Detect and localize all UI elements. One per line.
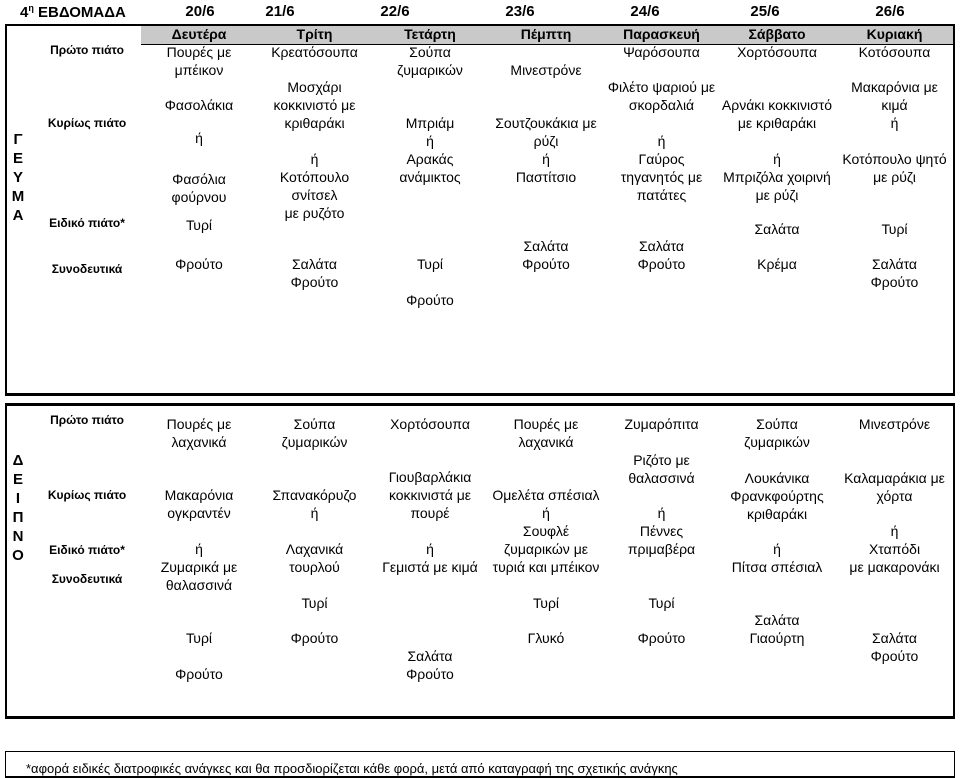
lunch-day4-side-0: Σαλάτα: [638, 238, 685, 254]
week-title: [20, 3, 126, 21]
dinner-bottom-border: [5, 716, 955, 719]
dinner-day5-side-0: Γιαούρτη: [749, 630, 805, 646]
lunch-day0-main-0: Φασολάκια: [164, 97, 234, 113]
lunch-day4-main-1: σκορδαλιά: [628, 97, 695, 113]
dinner-title-letter-1: Ε: [12, 471, 23, 488]
lunch-day0-main-3: φούρνου: [171, 189, 227, 205]
lunch-day1-main-1: κοκκινιστό με: [273, 97, 356, 113]
lunch-day0-main-2: Φασόλια: [172, 171, 226, 187]
week-number: 4: [20, 4, 29, 21]
date-6: 26/6: [875, 3, 905, 20]
dinner-day0-first-1: λαχανικά: [171, 434, 227, 450]
lunch-day2-main-0: Μπριάμ: [405, 115, 455, 131]
dinner-day1-main-0: Σπανακόρυζο: [272, 487, 357, 503]
lunch-day3-main-1: ρύζι: [533, 133, 559, 149]
dinner-day6-main-3: Χταπόδι: [868, 541, 921, 557]
lunch-day0-side-0: Φρούτο: [175, 256, 223, 272]
dinner-day2-main-0: Γιουβαρλάκια: [388, 469, 472, 485]
lunch-title-letter-1: Ε: [12, 150, 23, 167]
dinner-day4-main-0: Ριζότο με: [633, 452, 690, 468]
dinner-day4-main-2: ή: [657, 505, 666, 521]
lunch-day3-main-3: Παστίτσιο: [515, 169, 577, 185]
lunch-day6-first-0: Κοτόσουπα: [858, 44, 931, 60]
lunch-day2-main-2: Αρακάς: [406, 151, 454, 167]
dinner-day1-first-1: ζυμαρικών: [281, 434, 348, 450]
dinner-title-letter-2: Ι: [15, 490, 21, 507]
lunch-day6-main-2: ή: [890, 115, 899, 131]
dinner-day1-main-2: Λαχανικά: [285, 541, 344, 557]
lunch-day0-main-4: Τυρί: [185, 217, 213, 233]
dinner-section-title: [8, 451, 28, 565]
dinner-day0-main-2: ή: [195, 541, 203, 557]
dinner-day6-main-4: με μακαρονάκι: [849, 559, 940, 575]
lunch-day0-first-0: Πουρές με: [166, 44, 232, 60]
lunch-title-letter-3: Μ: [11, 188, 25, 205]
lunch-day2-first-0: Σούπα: [409, 44, 451, 60]
dinner-day5-first-0: Σούπα: [756, 416, 798, 432]
dinner-day2-side-0: Σαλάτα: [407, 648, 453, 664]
lunch-day5-side-0: Κρέμα: [757, 256, 797, 272]
dinner-day6-main-1: χόρτα: [876, 488, 913, 504]
lunch-day6-main-3: Κοτόπουλο ψητό: [842, 151, 947, 167]
dinner-day5-first-1: ζυμαρικών: [744, 434, 810, 450]
dinner-title-letter-4: Ν: [12, 528, 24, 545]
lunch-day0-first-1: μπέικον: [174, 62, 224, 78]
dinner-day0-main-3: Ζυμαρικά με: [160, 559, 238, 575]
dinner-day1-first-0: Σούπα: [293, 416, 336, 432]
dinner-day2-main-1: κοκκινιστά με: [388, 487, 472, 503]
lunch-day5-main-2: ή: [773, 151, 781, 167]
lunch-label-side: Συνοδευτικά: [51, 262, 123, 276]
day-header-3: Πέμπτη: [520, 26, 572, 42]
date-3: 23/6: [505, 3, 535, 20]
lunch-label-special: Ειδικό πιάτο*: [49, 216, 125, 230]
lunch-day4-main-4: τηγανητός με: [620, 169, 703, 185]
lunch-day5-main-3: Μπριζόλα χοιρινή: [723, 169, 831, 185]
dinner-day3-main-5: Τυρί: [532, 595, 560, 611]
lunch-day3-first-0: Μινεστρόνε: [510, 62, 582, 78]
lunch-day5-main-4: με ρύζι: [755, 187, 799, 203]
dinner-day3-main-3: ζυμαρικών με: [503, 541, 589, 557]
lunch-day2-side-0: Τυρί: [416, 256, 444, 272]
lunch-day5-first-0: Χορτόσουπα: [737, 44, 817, 60]
week-number-suffix: η: [28, 3, 34, 13]
dinner-day2-main-2: πουρέ: [410, 505, 450, 521]
lunch-day1-main-0: Μοσχάρι: [287, 79, 342, 95]
dinner-day6-main-2: ή: [890, 523, 899, 539]
day-header-1: Τρίτη: [296, 26, 333, 42]
lunch-day6-main-0: Μακαρόνια με: [851, 79, 938, 95]
dinner-day1-main-1: ή: [310, 505, 319, 521]
lunch-day3-main-2: ή: [542, 151, 550, 167]
dinner-day4-side-0: Φρούτο: [637, 630, 686, 646]
lunch-day2-side-1: Φρούτο: [406, 292, 454, 308]
lunch-day1-main-2: κριθαράκι: [284, 115, 345, 131]
lunch-day1-main-5: σνίτσελ: [291, 187, 338, 203]
lunch-day1-side-0: Σαλάτα: [291, 256, 338, 272]
lunch-section-title: [8, 130, 28, 225]
lunch-day1-main-3: ή: [310, 151, 319, 167]
lunch-day5-main-5: Σαλάτα: [754, 221, 800, 237]
dinner-day3-first-0: Πουρές με: [513, 416, 579, 432]
lunch-day2-main-1: ή: [426, 133, 434, 149]
dinner-label-side: Συνοδευτικά: [51, 572, 123, 586]
footnote: *αφορά ειδικές διατροφικές ανάγκες και θα προσδιορίζεται κάθε φορά, μετά από καταγραφή της σχετικής ανάγκης: [26, 761, 678, 776]
lunch-day6-side-0: Σαλάτα: [871, 256, 918, 272]
dinner-day5-main-0: Λουκάνικα: [744, 470, 810, 486]
lunch-day3-side-1: Φρούτο: [522, 256, 570, 272]
lunch-day4-main-0: Φιλέτο ψαριού με: [607, 79, 716, 95]
dinner-day0-main-0: Μακαρόνια: [164, 487, 234, 503]
dinner-top-border: [5, 403, 955, 406]
lunch-day1-main-6: με ρυζότο: [284, 205, 345, 221]
lunch-day2-first-1: ζυμαρικών: [397, 62, 463, 78]
lunch-day4-main-2: ή: [657, 133, 666, 149]
lunch-day6-main-4: με ρύζι: [873, 169, 916, 185]
dinner-day5-main-5: Σαλάτα: [754, 612, 800, 628]
footnote-right-border: [954, 751, 955, 778]
dinner-label-special: Ειδικό πιάτο*: [49, 543, 125, 557]
dinner-day5-main-3: ή: [773, 541, 781, 557]
lunch-label-first: Πρώτο πιάτο: [50, 43, 124, 57]
day-header-0: Δευτέρα: [171, 26, 227, 42]
lunch-day6-main-1: κιμά: [881, 97, 908, 113]
lunch-label-main: Κυρίως πιάτο: [47, 116, 127, 130]
lunch-top-border: [5, 24, 955, 26]
dinner-day6-main-0: Καλαμαράκια με: [844, 470, 945, 486]
day-header-6: Κυριακή: [866, 26, 923, 42]
day-header-5: Σάββατο: [748, 26, 806, 42]
dinner-day4-first-0: Ζυμαρόπιτα: [624, 416, 699, 432]
dinner-day3-first-1: λαχανικά: [518, 434, 574, 450]
dinner-day6-side-1: Φρούτο: [870, 648, 919, 664]
lunch-day5-main-0: Αρνάκι κοκκινιστό: [721, 97, 833, 113]
lunch-day6-side-1: Φρούτο: [870, 274, 919, 290]
date-4: 24/6: [630, 3, 660, 20]
date-1: 21/6: [265, 3, 295, 20]
lunch-day1-first-0: Κρεατόσουπα: [271, 44, 358, 60]
dinner-day2-side-1: Φρούτο: [406, 666, 454, 682]
week-label: ΕΒΔΟΜΑΔΑ: [38, 4, 126, 21]
dinner-label-first: Πρώτο πιάτο: [50, 413, 124, 427]
lunch-title-letter-2: Υ: [12, 169, 23, 186]
lunch-day2-main-3: ανάμικτος: [399, 169, 461, 185]
dinner-day3-main-0: Ομελέτα σπέσιαλ: [492, 487, 600, 503]
dinner-label-main: Κυρίως πιάτο: [47, 488, 127, 502]
dinner-day0-first-0: Πουρές με: [166, 416, 232, 432]
dinner-day0-main-4: θαλασσινά: [165, 577, 233, 593]
footnote-left-border: [5, 751, 6, 778]
dinner-left-border: [5, 403, 7, 719]
lunch-day4-main-5: πατάτες: [636, 187, 687, 203]
dinner-title-letter-0: Δ: [12, 452, 24, 469]
lunch-title-letter-4: Α: [12, 207, 24, 224]
lunch-title-letter-0: Γ: [13, 131, 23, 148]
lunch-day0-main-1: ή: [195, 130, 203, 146]
dinner-day3-main-4: τυριά και μπέικον: [492, 559, 600, 575]
date-2: 22/6: [380, 3, 410, 20]
lunch-left-border: [5, 24, 7, 396]
day-header-4: Παρασκευή: [623, 26, 700, 42]
dinner-day0-main-1: ογκραντέν: [167, 505, 231, 521]
dinner-day3-main-1: ή: [542, 505, 550, 521]
dinner-day4-main-1: θαλασσινά: [628, 470, 695, 486]
dinner-day6-side-0: Σαλάτα: [871, 630, 918, 646]
dinner-day2-first-0: Χορτόσουπα: [390, 416, 470, 432]
lunch-day4-main-3: Γαύρος: [638, 151, 685, 167]
dinner-day2-main-4: Γεμιστά με κιμά: [382, 559, 478, 575]
dinner-day4-main-3: Πέννες: [639, 523, 684, 539]
dinner-day3-side-0: Γλυκό: [527, 630, 565, 646]
dinner-day6-first-0: Μινεστρόνε: [858, 416, 931, 432]
lunch-day1-main-4: Κοτόπουλο: [279, 169, 350, 185]
dinner-day5-main-2: κριθαράκι: [746, 506, 808, 522]
lunch-day1-side-1: Φρούτο: [290, 274, 339, 290]
lunch-bottom-border: [5, 393, 955, 396]
date-5: 25/6: [750, 3, 780, 20]
dinner-day1-main-3: τουρλού: [289, 559, 340, 575]
date-0: 20/6: [185, 3, 215, 20]
dinner-title-letter-5: Ο: [12, 547, 24, 564]
lunch-day6-main-5: Τυρί: [881, 221, 908, 237]
dinner-day1-main-4: Τυρί: [301, 595, 328, 611]
dinner-day4-main-5: Τυρί: [648, 595, 675, 611]
day-header-2: Τετάρτη: [404, 26, 456, 42]
dinner-day5-main-1: Φρανκφούρτης: [730, 488, 824, 504]
dinner-day2-main-3: ή: [426, 541, 434, 557]
dinner-day1-side-0: Φρούτο: [290, 630, 339, 646]
dinner-day4-main-4: πριμαβέρα: [627, 541, 696, 557]
lunch-day3-main-0: Σουτζουκάκια με: [495, 115, 597, 131]
dinner-day3-main-2: Σουφλέ: [522, 523, 570, 539]
dinner-title-letter-3: Π: [12, 509, 24, 526]
dinner-day0-side-0: Τυρί: [185, 630, 213, 646]
dinner-day0-side-1: Φρούτο: [175, 666, 223, 682]
dinner-day5-main-4: Πίτσα σπέσιαλ: [731, 559, 823, 575]
lunch-day3-side-0: Σαλάτα: [523, 238, 569, 254]
lunch-day4-first-0: Ψαρόσουπα: [623, 44, 700, 60]
footnote-top-border: [5, 751, 955, 752]
lunch-day4-side-1: Φρούτο: [637, 256, 686, 272]
lunch-day5-main-1: με κριθαράκι: [737, 115, 817, 131]
